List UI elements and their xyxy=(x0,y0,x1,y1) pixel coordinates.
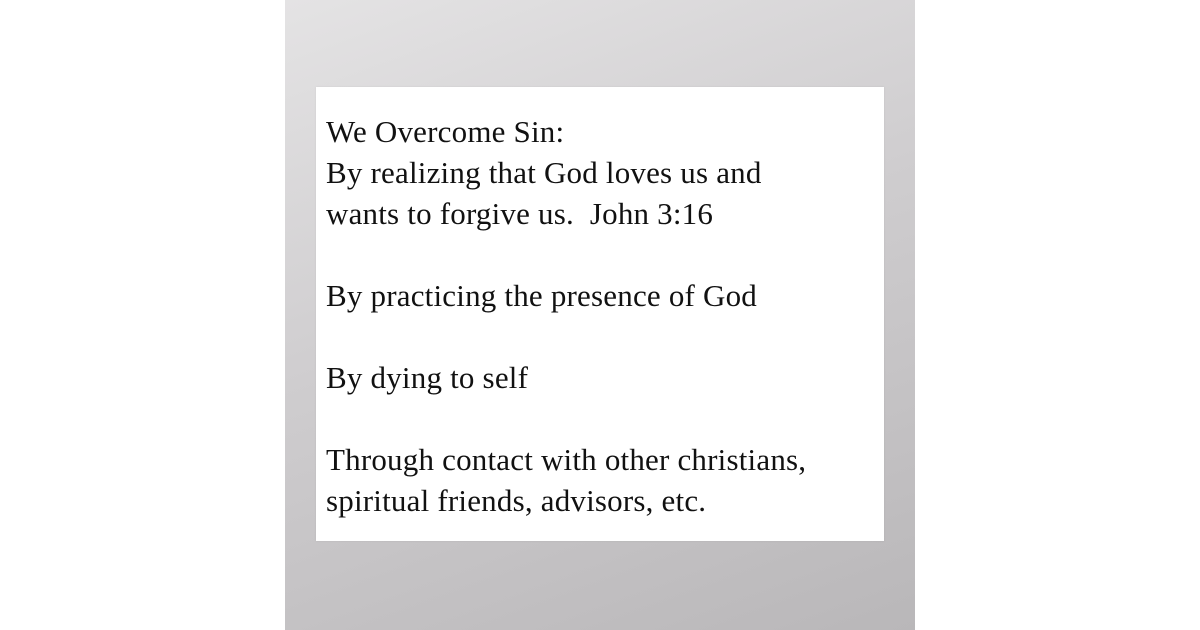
poster xyxy=(316,87,884,541)
poster-line: spiritual friends, advisors, etc. xyxy=(326,483,707,518)
poster-line: By practicing the presence of God xyxy=(326,278,757,313)
poster-line: By dying to self xyxy=(326,360,529,395)
blank-line xyxy=(326,234,806,275)
poster-title: We Overcome Sin: xyxy=(326,114,565,149)
poster-line: Through contact with other christians, xyxy=(326,442,807,477)
poster-line: By realizing that God loves us and xyxy=(326,155,762,190)
blank-line xyxy=(326,398,806,439)
blank-line xyxy=(326,316,806,357)
poster-line: wants to forgive us. John 3:16 xyxy=(326,196,714,231)
poster-text xyxy=(326,111,806,521)
